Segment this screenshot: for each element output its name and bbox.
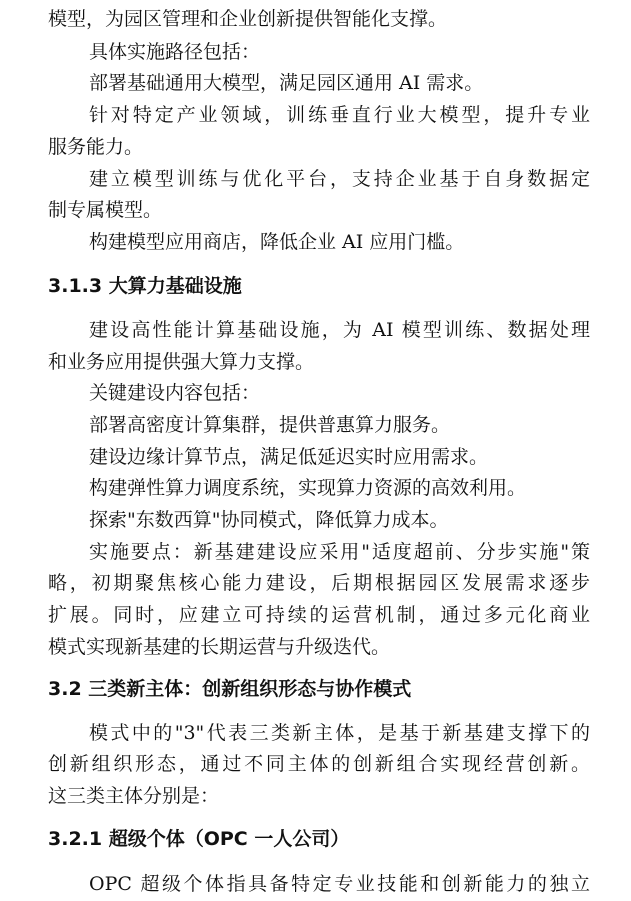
paragraph-line: 部署高密度计算集群，提供普惠算力服务。 (89, 414, 451, 436)
paragraph-line: 制专属模型。 (48, 199, 163, 221)
section-heading-3-1-3: 3.1.3 大算力基础设施 (48, 275, 242, 297)
paragraph-line: 构建弹性算力调度系统，实现算力资源的高效利用。 (89, 477, 527, 499)
paragraph-line: 建设高性能计算基础设施，为 AI 模型训练、数据处理 (89, 319, 590, 341)
paragraph-line: 建立模型训练与优化平台，支持企业基于自身数据定 (89, 168, 590, 190)
paragraph-line: 模型，为园区管理和企业创新提供智能化支撑。 (48, 8, 448, 30)
section-heading-3-2-1: 3.2.1 超级个体（OPC 一人公司） (48, 828, 350, 850)
paragraph-line: OPC 超级个体指具备特定专业技能和创新能力的独立 (89, 873, 590, 895)
paragraph-line: 实施要点：新基建建设应采用"适度超前、分步实施"策 (89, 541, 590, 563)
section-heading-3-2: 3.2 三类新主体：创新组织形态与协作模式 (48, 678, 412, 700)
paragraph-line: 创新组织形态，通过不同主体的创新组合实现经营创新。 (48, 753, 590, 775)
paragraph-line: 针对特定产业领域，训练垂直行业大模型，提升专业 (89, 104, 590, 126)
paragraph-line: 这三类主体分别是： (48, 785, 220, 807)
paragraph-line: 具体实施路径包括： (89, 41, 261, 63)
paragraph-line: 部署基础通用大模型，满足园区通用 AI 需求。 (89, 72, 484, 94)
paragraph-line: 建设边缘计算节点，满足低延迟实时应用需求。 (89, 446, 489, 468)
paragraph-line: 服务能力。 (48, 136, 144, 158)
paragraph-line: 模式实现新基建的长期运营与升级迭代。 (48, 636, 391, 658)
paragraph-line: 探索"东数西算"协同模式，降低算力成本。 (89, 509, 449, 531)
paragraph-line: 和业务应用提供强大算力支撑。 (48, 351, 315, 373)
paragraph-line: 略，初期聚焦核心能力建设，后期根据园区发展需求逐步 (48, 572, 590, 594)
paragraph-line: 构建模型应用商店，降低企业 AI 应用门槛。 (89, 231, 465, 253)
paragraph-line: 扩展。同时，应建立可持续的运营机制，通过多元化商业 (48, 604, 590, 626)
paragraph-line: 模式中的"3"代表三类新主体，是基于新基建支撑下的 (89, 722, 590, 744)
paragraph-line: 关键建设内容包括： (89, 382, 261, 404)
